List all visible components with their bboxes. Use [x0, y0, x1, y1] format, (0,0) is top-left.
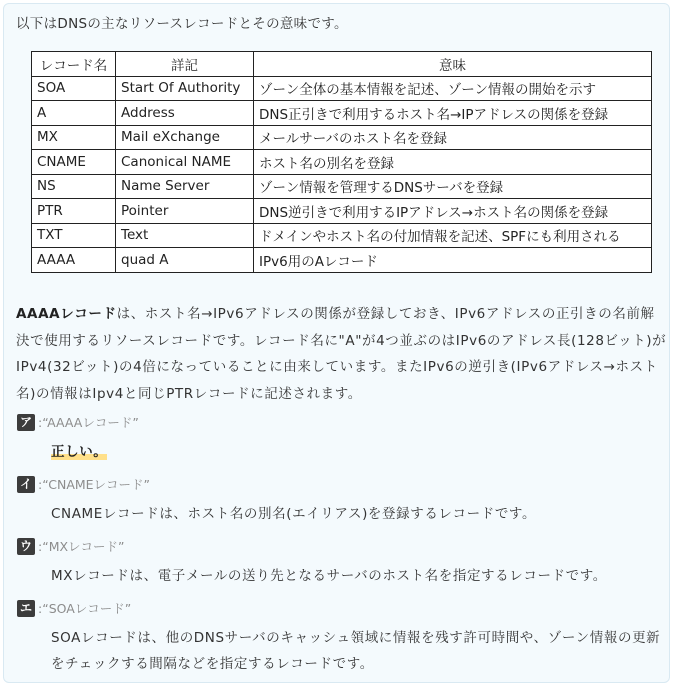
option-separator: : — [38, 600, 43, 616]
record-name-cell: PTR — [32, 199, 116, 224]
option-c-badge: ウ — [17, 538, 35, 555]
table-row — [32, 150, 652, 175]
dns-record-table — [31, 51, 652, 273]
record-name-cell: AAAA — [32, 248, 116, 273]
option-separator: : — [38, 476, 43, 492]
option-separator: : — [38, 414, 43, 430]
table-row — [32, 101, 652, 126]
record-full-name-cell: Start Of Authority — [116, 76, 254, 101]
correct-mark: 正しい。 — [51, 444, 108, 460]
answer-explanation — [16, 301, 668, 407]
option-d-header — [17, 599, 131, 617]
record-name-cell: A — [32, 101, 116, 126]
record-full-name-cell: Mail eXchange — [116, 125, 254, 150]
record-name-cell: TXT — [32, 223, 116, 248]
option-a-label: “AAAAレコード” — [42, 415, 139, 430]
table-header-row — [32, 52, 652, 77]
table-row — [32, 248, 652, 273]
record-full-name-cell: quad A — [116, 248, 254, 273]
record-name-cell: CNAME — [32, 150, 116, 175]
option-a-header — [17, 413, 139, 431]
record-meaning-cell: メールサーバのホスト名を登録 — [254, 125, 652, 150]
table-row — [32, 223, 652, 248]
record-name-cell: MX — [32, 125, 116, 150]
option-c-header — [17, 537, 125, 555]
record-meaning-cell: DNS正引きで利用するホスト名→IPアドレスの関係を登録 — [254, 101, 652, 126]
header-record-name: レコード名 — [32, 52, 116, 77]
table-row — [32, 199, 652, 224]
option-d-explanation: SOAレコードは、他のDNSサーバのキャッシュ領域に情報を残す許可時間や、ゾーン情報の更新をチェックする間隔などを指定するレコードです。 — [51, 630, 661, 672]
option-b-explanation: CNAMEレコードは、ホスト名の別名(エイリアス)を登録するレコードです。 — [51, 506, 537, 522]
explanation-keyword: AAAAレコード — [16, 306, 117, 322]
option-b-header — [17, 475, 150, 493]
option-c-label: “MXレコード” — [42, 539, 125, 554]
header-full-name: 詳記 — [116, 52, 254, 77]
record-meaning-cell: ゾーン情報を管理するDNSサーバを登録 — [254, 174, 652, 199]
option-separator: : — [38, 538, 43, 554]
record-full-name-cell: Pointer — [116, 199, 254, 224]
record-meaning-cell: DNS逆引きで利用するIPアドレス→ホスト名の関係を登録 — [254, 199, 652, 224]
header-meaning: 意味 — [254, 52, 652, 77]
record-meaning-cell: ホスト名の別名を登録 — [254, 150, 652, 175]
option-b-label: “CNAMEレコード” — [42, 477, 151, 492]
table-row — [32, 76, 652, 101]
intro-text: 以下はDNSの主なリソースレコードとその意味です。 — [16, 16, 348, 32]
explanation-text: は、ホスト名→IPv6アドレスの関係が登録しておき、IPv6アドレスの正引きの名前解決で使用するリソースレコードです。レコード名に"A"が4つ並ぶのはIPv6のアドレス長(128ビット)がIPv4(32ビット)の4倍になっていることに由来しています。またIPv6の逆引き(IPv6アドレス→ホスト名)の情報はIpv4と同じPTRレコードに記述されます。 — [16, 306, 667, 402]
record-full-name-cell: Text — [116, 223, 254, 248]
option-b-badge: イ — [17, 476, 35, 493]
record-full-name-cell: Address — [116, 101, 254, 126]
explanation-panel — [3, 3, 670, 683]
table-row — [32, 125, 652, 150]
option-d-badge: エ — [17, 600, 35, 617]
table-row — [32, 174, 652, 199]
option-d-label: “SOAレコード” — [42, 601, 132, 616]
record-name-cell: NS — [32, 174, 116, 199]
record-full-name-cell: Name Server — [116, 174, 254, 199]
option-a-explanation — [51, 439, 667, 465]
record-meaning-cell: IPv6用のAレコード — [254, 248, 652, 273]
option-a-badge: ア — [17, 414, 35, 431]
record-full-name-cell: Canonical NAME — [116, 150, 254, 175]
record-meaning-cell: ドメインやホスト名の付加情報を記述、SPFにも利用される — [254, 223, 652, 248]
option-c-explanation: MXレコードは、電子メールの送り先となるサーバのホスト名を指定するレコードです。 — [51, 568, 607, 584]
record-meaning-cell: ゾーン全体の基本情報を記述、ゾーン情報の開始を示す — [254, 76, 652, 101]
record-name-cell: SOA — [32, 76, 116, 101]
